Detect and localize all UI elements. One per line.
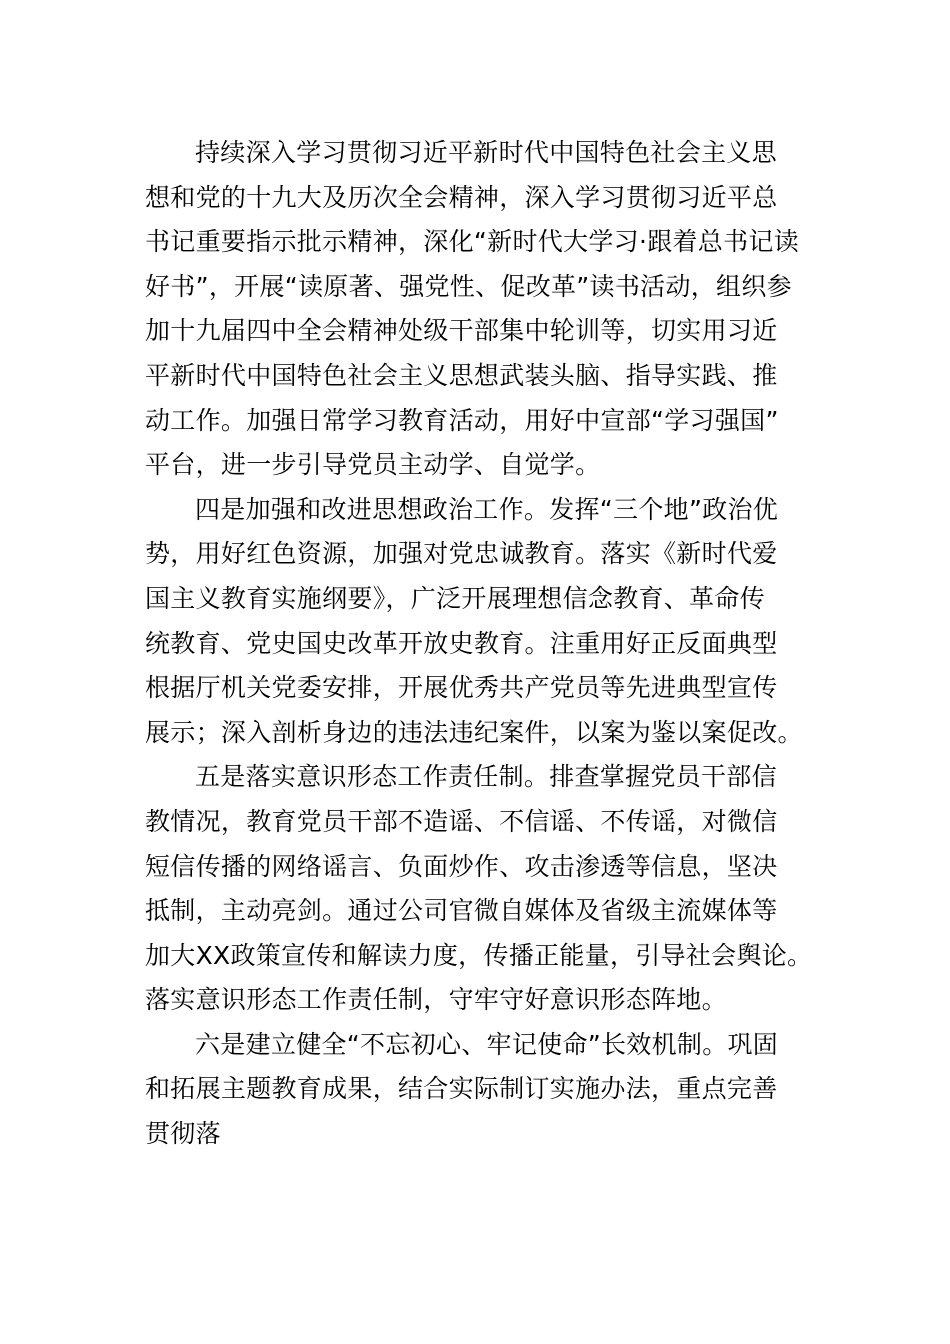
text-line: 书记重要指示批示精神，深化“新时代大学习·跟着总书记读 (145, 227, 800, 257)
text-line: 展示；深入剖析身边的违法违纪案件，以案为鉴以案促改。 (145, 717, 803, 747)
text-line: 好书”，开展“读原著、强党性、促改革”读书活动，组织参 (145, 271, 792, 301)
text-line: 平台，进一步引导党员主动学、自觉学。 (145, 450, 601, 480)
text-line: 动工作。加强日常学习教育活动，用好中宣部“学习强国” (145, 405, 779, 435)
text-line: 落实意识形态工作责任制，守牢守好意识形态阵地。 (145, 985, 727, 1015)
text-line: 加十九届四中全会精神处级干部集中轮训等，切实用习近 (145, 316, 778, 346)
text-line: 想和党的十九大及历次全会精神，深入学习贯彻习近平总 (145, 182, 778, 212)
body-text (145, 131, 813, 1157)
text-line: 贯彻落 (145, 1119, 221, 1149)
text-line: 加大XX政策宣传和解读力度，传播正能量，引导社会舆论。 (145, 940, 813, 970)
text-line: 六是建立健全“不忘初心、牢记使命”长效机制。巩固 (195, 1029, 779, 1059)
text-line: 四是加强和改进思想政治工作。发挥“三个地”政治优 (195, 494, 779, 524)
text-line: 抵制，主动亮剑。通过公司官微自媒体及省级主流媒体等 (145, 896, 778, 926)
text-line: 持续深入学习贯彻习近平新时代中国特色社会主义思 (195, 138, 777, 167)
text-line: 统教育、党史国史改革开放史教育。注重用好正反面典型 (145, 628, 778, 658)
text-line: 教情况，教育党员干部不造谣、不信谣、不传谣，对微信 (145, 806, 778, 836)
text-line: 五是落实意识形态工作责任制。排查掌握党员干部信 (195, 762, 777, 792)
text-line: 根据厅机关党委安排，开展优秀共产党员等先进典型宣传 (145, 673, 778, 703)
text-line: 和拓展主题教育成果，结合实际制订实施办法，重点完善 (145, 1074, 778, 1104)
text-line: 势，用好红色资源，加强对党忠诚教育。落实《新时代爱 (145, 539, 778, 569)
text-line: 国主义教育实施纲要》，广泛开展理想信念教育、革命传 (145, 583, 766, 613)
text-line: 平新时代中国特色社会主义思想武装头脑、指导实践、推 (145, 360, 778, 390)
text-line: 短信传播的网络谣言、负面炒作、攻击渗透等信息，坚决 (145, 851, 778, 881)
